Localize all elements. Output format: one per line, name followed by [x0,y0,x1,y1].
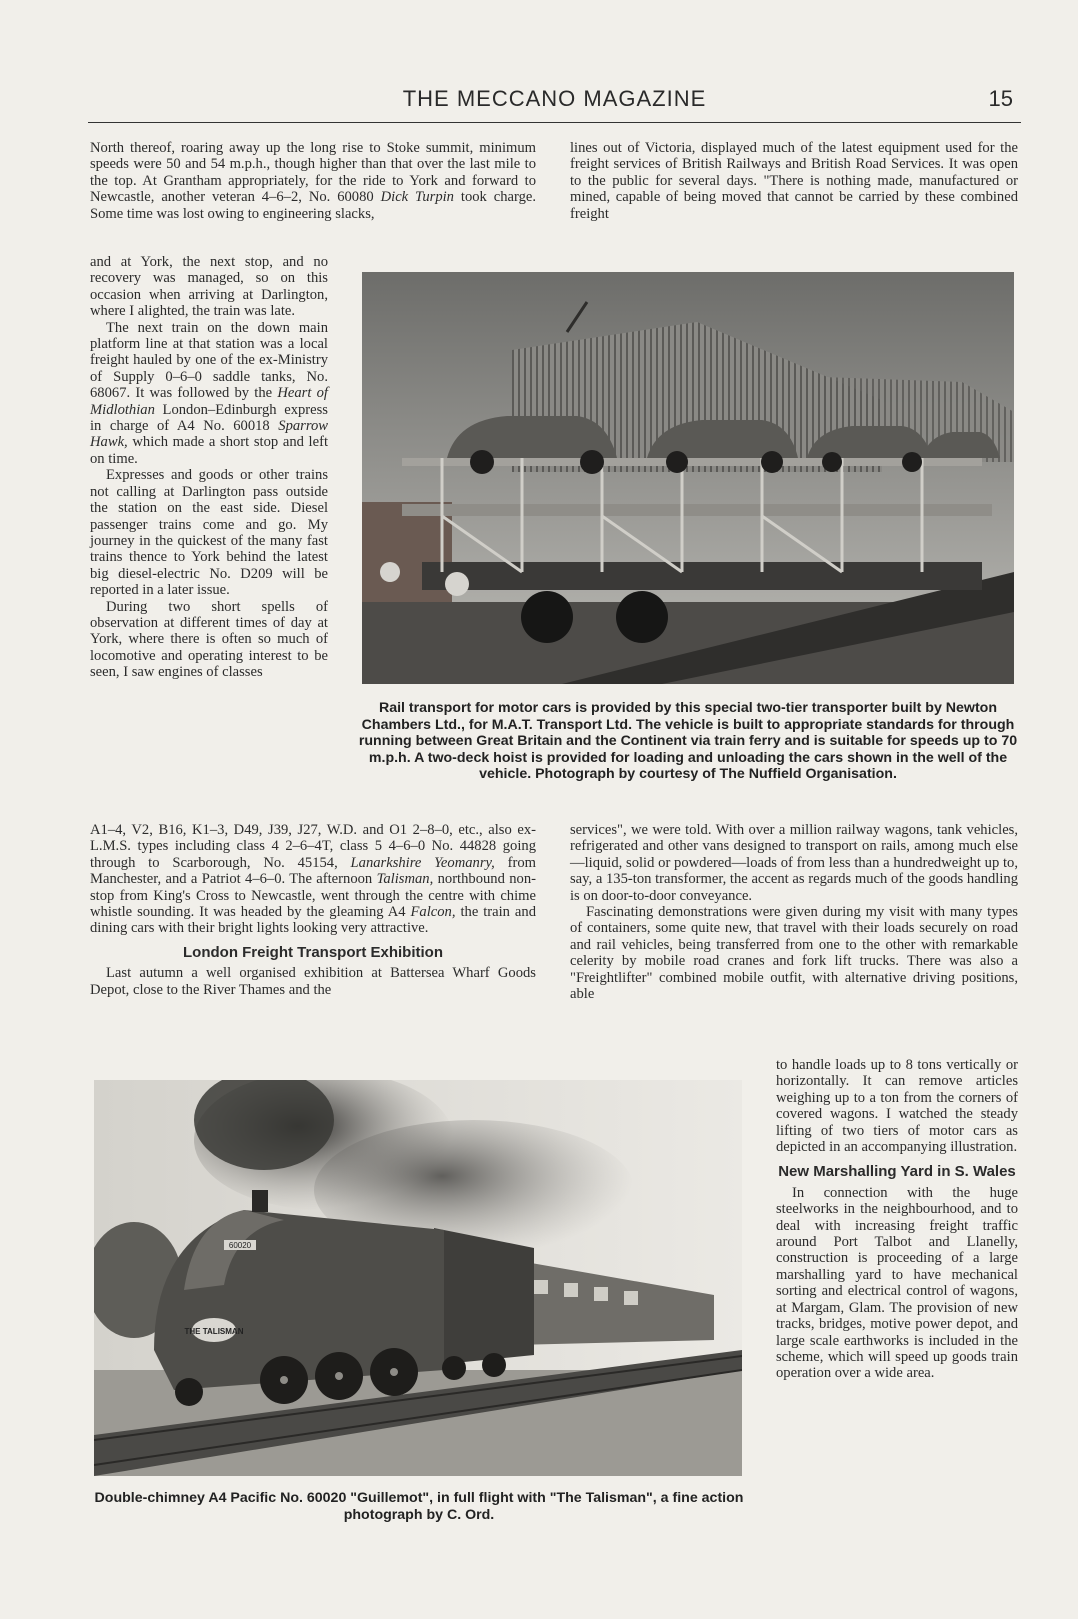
paragraph: Expresses and goods or other trains not calling at Darlington pass outside the station on the east side. Diesel passenger trains come and go. My journey in the quickest of the many fast trains thence to York behind the latest big diesel-electric No. D209 will be reported in a later issue. [90,467,328,599]
top-photo-caption: Rail transport for motor cars is provided by this special two-tier transporter built by Newton Chambers Ltd., for M.A.T. Transport Ltd. The vehicle is built to appropriate standards for through running between Great Britain and the Continent via train ferry and is suitable for speeds up to 70 m.p.h. A two-deck hoist is provided for loading and unloading the cars shown in the well of the vehicle. Photograph by courtesy of The Nuffield Organisation. [358,700,1018,782]
locomotive-photo [94,1080,742,1476]
section-heading: New Marshalling Yard in S. Wales [778,1163,1016,1181]
paragraph: and at York, the next stop, and no recovery was managed, so on this occasion when arriving at Darlington, where I alighted, the train was late. [90,254,328,320]
car-transporter-illustration [362,272,1014,684]
headboard-text: THE TALISMAN [184,1327,244,1336]
paragraph: North thereof, roaring away up the long rise to Stoke summit, minimum speeds were 50 and 54 m.p.h., though higher than that over the last mile to the top. At Grantham appropriately, for the ride to York and forward to Newcastle, another veteran 4–6–2, No. 60080 Dick Turpin took charge. Some time was lost owing to engineering slacks, [90,140,536,222]
paragraph: The next train on the down main platform line at that station was a local freight hauled by one of the ex-Ministry of Supply 0–6–0 saddle tanks, No. 68067. It was followed by the Heart of Midlothian London–Edinburgh express in charge of A4 No. 60018 Sparrow Hawk, which made a short stop and left on time. [90,319,329,467]
right-column-top [570,140,1018,222]
paragraph: A1–4, V2, B16, K1–3, D49, J39, J27, W.D. and O1 2–8–0, etc., also ex-L.M.S. types including class 4 2–6–4T, class 5 4–6–0 No. 44828 going through to Scarborough, No. 45154, Lanarkshire Yeomanry, from Manchester, and a Patriot 4–6–0. The afternoon Talisman, northbound non-stop from King's Cross to Newcastle, went through the centre with chime whistle sounding. It was headed by the gleaming A4 Falcon, the train and dining cars with their bright lights looking very attractive. [90,822,536,937]
smokebox-number: 60020 [228,1241,252,1250]
locomotive-illustration [94,1080,742,1476]
magazine-title: THE MECCANO MAGAZINE [402,86,707,111]
paragraph: Fascinating demonstrations were given during my visit with many types of containers, some quite new, that travel with their loads securely on road and rail vehicles, being transferred from one to the other with remarkable celerity by mobile road cranes and fork lift trucks. There was also a "Freightlifter" combined mobile outfit, with alternative driving positions, able [570,904,1018,1003]
left-column-narrow [90,254,328,681]
right-column-narrow [776,1057,1018,1382]
left-column-top [90,140,536,222]
paragraph: Last autumn a well organised exhibition at Battersea Wharf Goods Depot, close to the River Thames and the [90,965,536,998]
page-header [88,86,1021,123]
paragraph: to handle loads up to 8 tons vertically or horizontally. It can remove articles weighing up to a ton from the corners of covered wagons. I watched the steady lifting of two tiers of motor cars as depicted in an accompanying illustration. [776,1057,1018,1156]
page-number: 15 [988,86,1013,111]
section-heading: London Freight Transport Exhibition [183,943,443,961]
left-column-lower [90,822,536,998]
paragraph: lines out of Victoria, displayed much of the latest equipment used for the freight services of British Railways and British Road Services. It was open to the public for several days. "There is nothing made, manufactured or mined, capable of being moved that cannot be carried by these combined freight [570,140,1018,222]
bottom-photo-caption: Double-chimney A4 Pacific No. 60020 "Guillemot", in full flight with "The Talisman", a fine action photograph by C. Ord. [94,1490,744,1523]
paragraph: In connection with the huge steelworks in the neighbourhood, and to deal with increasing freight traffic around Port Talbot and Llanelly, construction is proceeding of a large marshalling yard to have mechanical sorting and electrical control of wagons, at Margam, Glam. The provision of new tracks, bridges, motive power depot, and large scale earthworks is included in the scheme, which will speed up goods train operation over a wide area. [776,1184,1018,1382]
paragraph: services", we were told. With over a million railway wagons, tank vehicles, refrigerated and other vans designed to transport on rails, among much else—liquid, solid or powdered—loads of from less than a hundredweight up to, say, a 135-ton transformer, the accent as regards much of the goods handling is on door-to-door conveyance. [570,822,1018,904]
right-column-mid [570,822,1018,1002]
car-transporter-photo [362,272,1014,684]
paragraph: During two short spells of observation at different times of day at York, where there is often so much of locomotive and operating interest to be seen, I saw engines of classes [90,598,328,681]
